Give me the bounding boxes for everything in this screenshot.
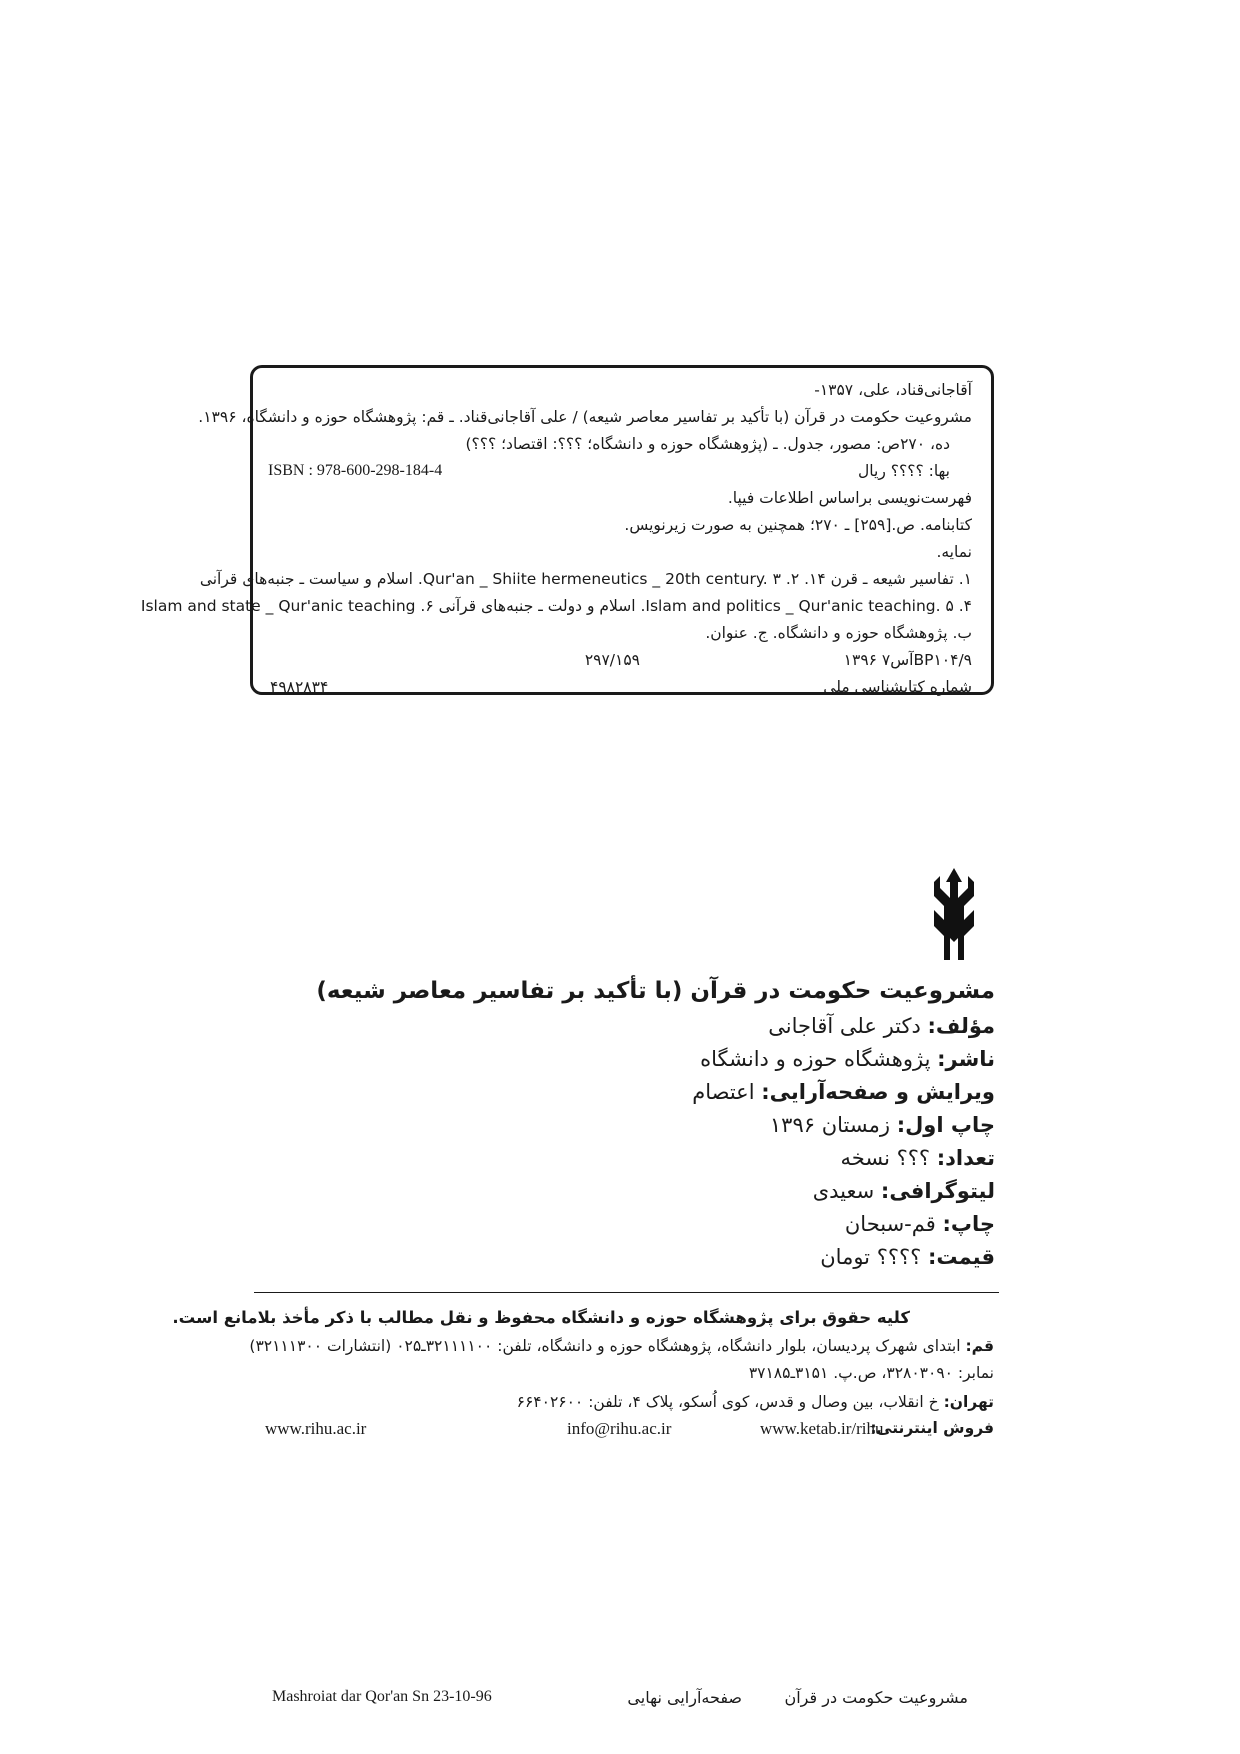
rights-notice: کلیه حقوق برای پژوهشگاه حوزه و دانشگاه محفوظ و نقل مطالب با ذکر مأخذ بلامانع است.	[172, 1308, 910, 1327]
credit-publisher	[700, 1049, 995, 1070]
publisher-logo	[922, 868, 986, 964]
online-sales-label: فروش اینترنتی:	[870, 1419, 994, 1437]
catalog-subjects-1: ۱. تفاسیر شیعه ـ قرن ۱۴. ۲. Qur'an _ Shiite hermeneutics _ 20th century. ۳. اسلام و سیاست ـ جنبه‌های قرآنی	[199, 570, 972, 588]
catalog-dewey: ۲۹۷/۱۵۹	[584, 651, 640, 669]
credit-label: مؤلف:	[927, 1014, 995, 1038]
credit-label: قیمت:	[927, 1245, 995, 1269]
credit-value: زمستان ۱۳۹۶	[769, 1113, 890, 1137]
credit-value: پژوهشگاه حوزه و دانشگاه	[700, 1047, 931, 1071]
catalog-national-number: ۴۹۸۲۸۳۴	[270, 678, 329, 696]
credit-value: سعیدی	[812, 1179, 875, 1203]
footer-stage: صفحه‌آرایی نهایی	[627, 1688, 742, 1707]
catalog-index: نمایه.	[936, 543, 972, 561]
catalog-author: آقاجانی‌قناد، علی، ۱۳۵۷-	[814, 381, 972, 399]
credit-label: چاپ اول:	[896, 1113, 995, 1137]
catalog-classification: BP۱۰۴/۹آس۷ ۱۳۹۶	[843, 651, 972, 669]
catalog-subjects-2: ۴. Islam and politics _ Qur'anic teaching. ۵. اسلام و دولت ـ جنبه‌های قرآنی ۶. Islam and state _ Qur'anic teaching	[140, 597, 972, 615]
credit-value: ؟؟؟؟ تومان	[820, 1245, 922, 1269]
credit-label: ویرایش و صفحه‌آرایی:	[761, 1080, 995, 1104]
online-sales	[870, 1421, 994, 1437]
online-sales-link[interactable]: www.ketab.ir/rihu	[760, 1419, 884, 1438]
tehran-address-text: خ انقلاب، بین وصال و قدس، کوی اُسکو، پلاک ۴، تلفن: ۶۶۴۰۲۶۰۰	[516, 1393, 939, 1411]
credit-label: لیتوگرافی:	[880, 1179, 995, 1203]
catalog-title-line: مشروعیت حکومت در قرآن (با تأکید بر تفاسیر معاصر شیعه) / علی آقاجانی‌قناد. ـ قم: پژوهشگاه حوزه و دانشگاه، ۱۳۹۶.	[198, 408, 972, 426]
catalog-bibliography: کتابنامه. ص.[۲۵۹] ـ ۲۷۰؛ همچنین به صورت زیرنویس.	[624, 516, 972, 534]
credit-author	[768, 1016, 995, 1037]
credit-label: ناشر:	[937, 1047, 995, 1071]
qom-address-text: ابتدای شهرک پردیسان، بلوار دانشگاه، پژوهشگاه حوزه و دانشگاه، تلفن: ۳۲۱۱۱۱۰۰ـ۰۲۵ (انتشارات ۳۲۱۱۱۳۰۰)	[249, 1337, 961, 1355]
qom-address	[249, 1337, 994, 1355]
credit-editing	[692, 1082, 995, 1103]
section-divider	[254, 1292, 999, 1293]
fax-line: نمابر: ۳۲۸۰۳۰۹۰، ص.پ. ۳۱۵۱ـ۳۷۱۸۵	[748, 1364, 994, 1382]
credit-label: چاپ:	[942, 1212, 995, 1236]
footer-running-title: مشروعیت حکومت در قرآن	[784, 1688, 968, 1707]
credit-edition	[770, 1115, 995, 1136]
tehran-address	[517, 1395, 994, 1411]
tehran-label: تهران:	[943, 1393, 994, 1411]
credit-value: دکتر علی آقاجانی	[768, 1014, 921, 1038]
credit-lithography	[813, 1181, 995, 1202]
catalog-price: بها: ؟؟؟؟ ریال	[858, 462, 950, 480]
website-link[interactable]: www.rihu.ac.ir	[265, 1419, 367, 1438]
credit-price	[820, 1247, 995, 1268]
book-title: مشروعیت حکومت در قرآن (با تأکید بر تفاسیر معاصر شیعه)	[316, 978, 995, 1004]
catalog-fipa-note: فهرست‌نویسی براساس اطلاعات فیپا.	[727, 489, 972, 507]
footer-file-name: Mashroiat dar Qor'an Sn 23-10-96	[272, 1688, 492, 1705]
credit-value: ؟؟؟ نسخه	[840, 1146, 931, 1170]
catalog-isbn: ISBN : 978-600-298-184-4	[268, 462, 443, 479]
qom-label: قم:	[965, 1337, 994, 1355]
email-link[interactable]: info@rihu.ac.ir	[567, 1419, 672, 1438]
catalog-added-entry: ب. پژوهشگاه حوزه و دانشگاه. ج. عنوان.	[705, 624, 972, 642]
credit-value: قم-سبحان	[844, 1212, 936, 1236]
credit-value: اعتصام	[692, 1080, 755, 1104]
credit-label: تعداد:	[936, 1146, 995, 1170]
catalog-physical: ده، ۲۷۰ص: مصور، جدول. ـ (پژوهشگاه حوزه و دانشگاه؛ ؟؟؟: اقتصاد؛ ؟؟؟)	[465, 435, 950, 453]
credit-printing	[845, 1214, 995, 1235]
credit-print-run	[841, 1148, 995, 1169]
catalog-national-label: شماره کتابشناسی ملی	[823, 678, 972, 696]
